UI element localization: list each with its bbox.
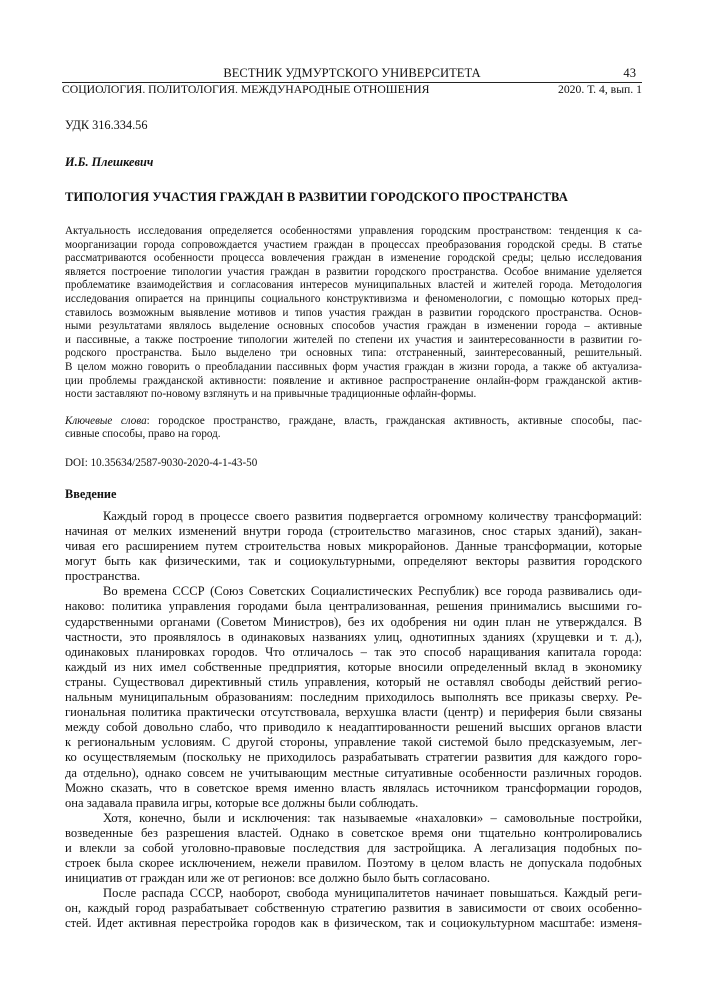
page-number: 43 — [623, 66, 636, 80]
running-header — [62, 66, 642, 81]
body-line: чивая его расширением путем строительства новых микрорайонов. Данные трансформации, которые — [65, 539, 642, 554]
body-line: между собой довольно слабо, что приводило к неадаптированности решений высших органов власти — [65, 720, 642, 735]
body-text — [65, 509, 642, 932]
abstract-line: и пассивные, а также построение типологии жителей по степени их участия и заинтересованности в развитии го- — [65, 333, 642, 346]
abstract-line: исследования опирается на принципы социального конструктивизма и феноменологии, с помощью которых пред- — [65, 292, 642, 305]
author: И.Б. Плешкевич — [65, 155, 154, 169]
abstract-line: ности заставляют по-новому взглянуть и на привычные традиционные офлайн-формы. — [65, 388, 477, 401]
series-title: СОЦИОЛОГИЯ. ПОЛИТОЛОГИЯ. МЕЖДУНАРОДНЫЕ ОТНОШЕНИЯ — [62, 83, 430, 96]
body-line: Можно сказать, что в советское время именно власть являлась источником трансформации городов, — [65, 780, 642, 795]
body-line: Каждый город в процессе своего развития подвергается огромному количеству трансформаций: — [103, 508, 642, 523]
article-title: ТИПОЛОГИЯ УЧАСТИЯ ГРАЖДАН В РАЗВИТИИ ГОРОДСКОГО ПРОСТРАНСТВА — [65, 190, 568, 204]
body-line: возведенные без разрешения властей. Однако в советское время они тщательно контролировались — [65, 825, 642, 840]
body-line: да отдельно), однако совсем не учитывающим местные ситуативные особенности различных городов. — [65, 765, 642, 780]
body-line: Хотя, конечно, были и исключения: так называемые «нахаловки» – самовольные постройки, — [103, 810, 642, 825]
journal-title: ВЕСТНИК УДМУРТСКОГО УНИВЕРСИТЕТА — [223, 66, 481, 80]
body-line: После распада СССР, наоборот, свобода муниципалитетов начинает повышаться. Каждый реги- — [103, 886, 642, 901]
body-line: Во времена СССР (Союз Советских Социалистических Республик) все города развивались оди- — [103, 584, 642, 599]
abstract-line: проблематике взаимодействия и согласования интересов муниципальных властей и жителей города. Методология — [65, 279, 642, 292]
doi[interactable]: DOI: 10.35634/2587-9030-2020-4-1-43-50 — [65, 456, 258, 469]
body-line: нальным муниципальным образованиям: последним приходилось выполнять все приказы сверху. Ре- — [65, 690, 642, 705]
abstract-line: ставилось возможным выявление мотивов и типов участия граждан в развитии городского пространства. Основ- — [65, 306, 642, 319]
keywords-text-cont: сивные способы, право на город. — [65, 428, 221, 441]
body-line: одинаковых планировках городов. Что отличалось – так это способ наращивания капитала города: — [65, 644, 642, 659]
body-line: к региональным условиям. С другой стороны, управление такой системой было предсказуемым, лег- — [65, 735, 642, 750]
body-line: каждый из них имел собственные предприятия, которые вносили определенный вклад в экономику — [65, 659, 642, 674]
keywords-label: Ключевые слова — [65, 414, 147, 427]
abstract-line: моорганизации города сопровождается участием граждан в процессах преобразования городской среды. В статье — [65, 238, 642, 251]
body-line: пространства. — [65, 569, 141, 584]
body-line: стей. Идет активная перестройка городов как в физическом, так и социокультурном масштабе: изменя- — [65, 916, 642, 931]
series-line — [62, 83, 642, 97]
body-line: и влекли за собой уголовно-правовые последствия для застройщика. А легализация подобных по- — [65, 840, 642, 855]
abstract-line: Актуальность исследования определяется особенностями управления городским пространством: тенденция к са- — [65, 225, 642, 237]
journal-page — [62, 66, 642, 932]
body-line: могут быть как физическими, так и социокультурными, определяют векторы развития городского — [65, 554, 642, 569]
body-line: ко осуществляемым (поскольку не приходилось разрабатывать стратегии развития для каждого горо- — [65, 750, 642, 765]
body-line: сударственными органами (Советом Министров), без их одобрения ни один план не утверждался. В — [65, 614, 642, 629]
body-line: он, каждый город разрабатывает собственную стратегию развития в зависимости от своих особенно- — [65, 901, 642, 916]
body-line: начиная от мелких изменений внутри города (строительство магазинов, снос старых зданий), закан- — [65, 524, 642, 538]
body-line: гиональная политика практически отсутствовала, верхушка власти (центр) и периферия были связаны — [65, 705, 642, 720]
abstract-line: В целом можно говорить о преобладании пассивных форм участия граждан в жизни города, а также об актуализа- — [65, 360, 642, 373]
body-line: наково: политика управления городами была централизованная, решения принимались высшими го- — [65, 599, 642, 614]
body-line: частности, это проявлялось в одинаковых названиях улиц, однотипных зданиях (хрущевки и т. д.), — [65, 629, 642, 644]
issue-info: 2020. Т. 4, вып. 1 — [557, 83, 642, 96]
section-heading-introduction: Введение — [65, 486, 117, 501]
abstract-line: родского пространства. Было выделено три основных типа: отстраненный, заинтересованный, решительный. — [65, 347, 642, 360]
body-line: страны. Существовал директивный стиль управления, который не оставлял свободы действий регио- — [65, 674, 642, 689]
abstract-line: рассматриваются особенности процесса вовлечения граждан в изменение городской среды; целью исследования — [65, 252, 642, 265]
abstract-line: ными результатами являлось выделение основных способов участия граждан в изменении города – активные — [65, 320, 642, 333]
body-line: она задавала правила игры, которые все должны были соблюдать. — [65, 795, 419, 810]
udc-code: УДК 316.334.56 — [65, 118, 148, 132]
abstract-line: является построение типологии участия граждан в развитии городского пространства. Особое внимание уделяется — [65, 265, 642, 278]
keywords — [65, 415, 642, 442]
body-line: строек была скорее исключением, нежели правилом. Поэтому в целом власть не допускала подобных — [65, 856, 642, 871]
body-line: инициатив от граждан или же от регионов: все должно было быть согласовано. — [65, 871, 491, 886]
keywords-text: : городское пространство, граждане, власть, гражданская активность, активные способы, пас- — [146, 414, 642, 427]
abstract-line: ции проблемы гражданской активности: появление и активное распространение онлайн-форм гражданской актив- — [65, 374, 642, 387]
abstract — [65, 225, 642, 402]
